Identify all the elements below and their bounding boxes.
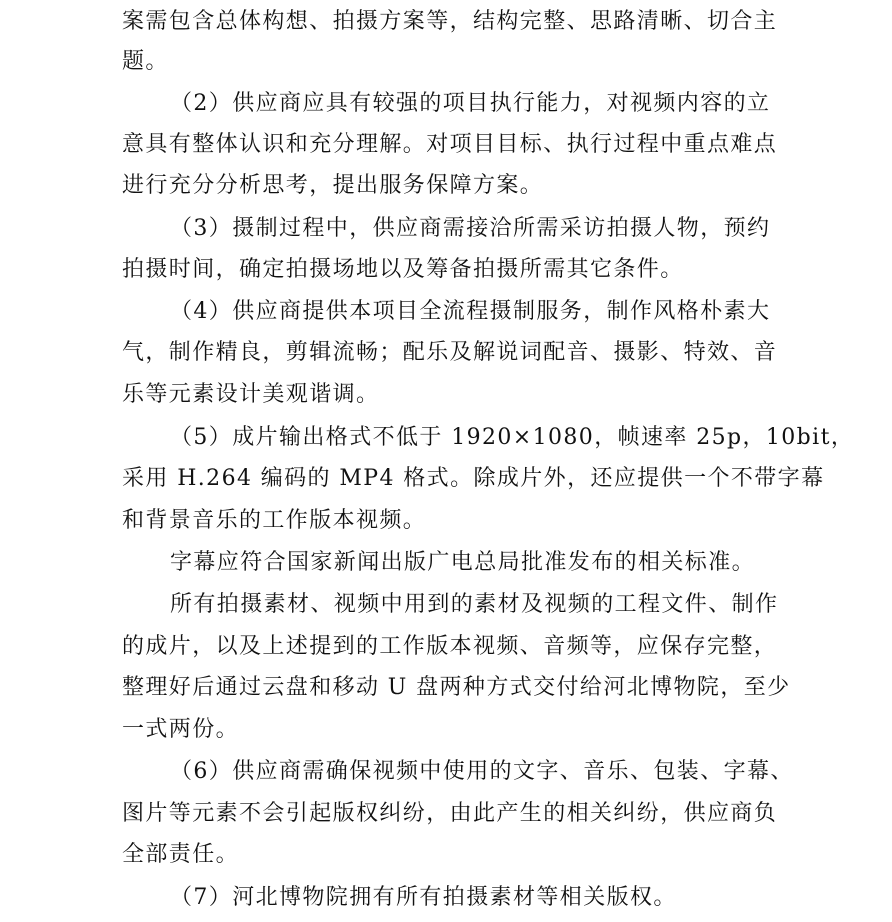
text-line: 全部责任。	[122, 842, 240, 867]
text-line: 采用 H.264 编码的 MP4 格式。除成片外，还应提供一个不带字幕	[122, 466, 825, 491]
text-line: 意具有整体认识和充分理解。对项目目标、执行过程中重点难点	[122, 132, 778, 157]
text-line: 气，制作精良，剪辑流畅；配乐及解说词配音、摄影、特效、音	[122, 340, 778, 365]
text-line: 乐等元素设计美观谐调。	[122, 382, 380, 407]
text-line: 题。	[122, 49, 169, 74]
text-line: 进行充分分析思考，提出服务保障方案。	[122, 173, 544, 198]
paragraph-4-line: （4）供应商提供本项目全流程摄制服务，制作风格朴素大	[170, 299, 771, 324]
text-line: 案需包含总体构想、拍摄方案等，结构完整、思路清晰、切合主	[122, 9, 778, 34]
paragraph-3-line: （3）摄制过程中，供应商需接洽所需采访拍摄人物，预约	[170, 216, 771, 241]
paragraph-2-line: （2）供应商应具有较强的项目执行能力，对视频内容的立	[170, 91, 771, 116]
text-line: 拍摄时间，确定拍摄场地以及筹备拍摄所需其它条件。	[122, 257, 684, 282]
text-line: 一式两份。	[122, 717, 240, 742]
subtitle-standard-line: 字幕应符合国家新闻出版广电总局批准发布的相关标准。	[170, 550, 756, 575]
paragraph-7-line: （7）河北博物院拥有所有拍摄素材等相关版权。	[170, 885, 677, 910]
text-line: 图片等元素不会引起版权纠纷，由此产生的相关纠纷，供应商负	[122, 801, 778, 826]
text-line: 整理好后通过云盘和移动 U 盘两种方式交付给河北博物院，至少	[122, 675, 791, 700]
materials-paragraph-line: 所有拍摄素材、视频中用到的素材及视频的工程文件、制作	[170, 592, 779, 617]
paragraph-5-line: （5）成片输出格式不低于 1920×1080，帧速率 25p，10bit，	[170, 425, 855, 450]
text-line: 和背景音乐的工作版本视频。	[122, 508, 427, 533]
paragraph-6-line: （6）供应商需确保视频中使用的文字、音乐、包装、字幕、	[170, 759, 794, 784]
text-line: 的成片，以及上述提到的工作版本视频、音频等，应保存完整，	[122, 634, 778, 659]
